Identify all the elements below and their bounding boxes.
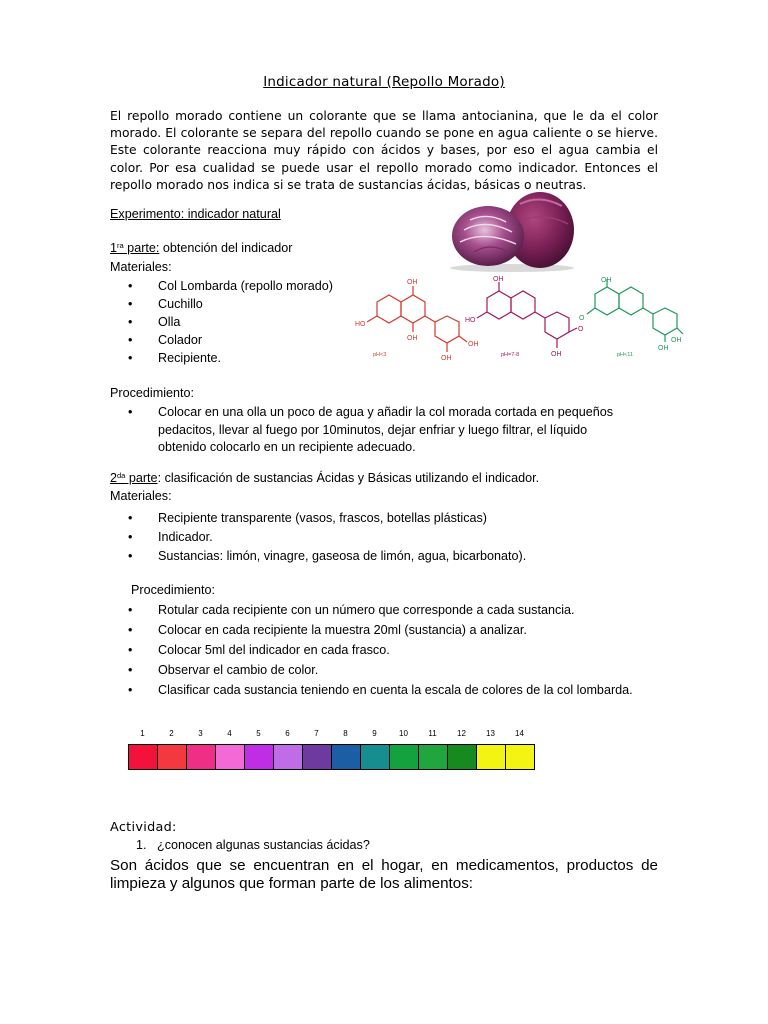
label-oh: OH	[468, 341, 479, 348]
procedure-line: Colocar en una olla un poco de agua y añadir la col morada cortada en pequeños	[158, 405, 614, 419]
part2-materials-label: Materiales:	[110, 489, 172, 503]
list-item: • Colador	[128, 333, 203, 347]
ph-label: 8	[343, 729, 348, 738]
ph-cell-3	[187, 745, 216, 769]
ph-cell-8	[332, 745, 361, 769]
ph-cell-5	[245, 745, 274, 769]
label-oh: OH	[493, 276, 504, 283]
label-oh: OH	[441, 355, 452, 362]
label-oh: OH	[407, 279, 418, 286]
ph-label: 11	[428, 729, 437, 738]
label-o: O	[579, 315, 585, 322]
intro-paragraph: El repollo morado contiene un colorante que se llama antocianina, que le da el color morado. El colorante se separa del repollo cuando se pone en agua caliente o se hierve. Este colorante reacciona muy rápido con ácidos y bases, por eso el agua cambia el color. Por esa cualidad se puede usar el repollo morado como indicador. Entonces el repollo morado nos indica si se trata de sustancias ácidas, básicas o neutras.	[110, 109, 658, 192]
list-item: • Sustancias: limón, vinagre, gaseosa de limón, agua, bicarbonato).	[128, 549, 527, 563]
list-item: • Cuchillo	[128, 297, 203, 311]
list-item: • Recipiente transparente (vasos, frascos, botellas plásticas)	[128, 511, 487, 525]
label-ph-neutral: pH=7-8	[501, 352, 520, 358]
ph-cell-11	[419, 745, 448, 769]
list-item: • Indicador.	[128, 530, 213, 544]
list-item: • Olla	[128, 315, 181, 329]
ph-label: 12	[457, 729, 466, 738]
label-oh: OH	[551, 351, 562, 358]
ph-label: 1	[140, 729, 145, 738]
label-oh: OH	[671, 337, 682, 344]
experiment-heading: Experimento: indicador natural	[110, 207, 281, 221]
label-ph-acid: pH<3	[373, 352, 387, 358]
ph-cell-9	[361, 745, 390, 769]
ph-label: 5	[256, 729, 261, 738]
list-item: • Clasificar cada sustancia teniendo en cuenta la escala de colores de la col lombarda.	[128, 683, 633, 697]
part1-materials-list	[128, 277, 333, 367]
question-number: 1.	[136, 838, 147, 852]
part1-heading: $1^{ra}$ parte: obtención del indicador	[110, 241, 293, 255]
ph-cell-14	[506, 745, 535, 769]
anthocyanin-structures-diagram	[355, 276, 685, 364]
label-oh: OH	[601, 277, 612, 284]
part2-heading: $2^{da}$ parte: clasificación de sustancias Ácidas y Básicas utilizando el indicador.	[110, 471, 540, 485]
ph-cell-12	[448, 745, 477, 769]
ph-cell-10	[390, 745, 419, 769]
activity-heading: Actividad:	[110, 820, 177, 835]
molecule-acidic	[367, 286, 467, 352]
part2-materials-list	[128, 509, 526, 566]
ph-cell-7	[303, 745, 332, 769]
ph-label: 4	[227, 729, 232, 738]
ph-cell-1	[129, 745, 158, 769]
ph-cell-13	[477, 745, 506, 769]
label-oh: OH	[658, 345, 669, 352]
activity-answer: Son ácidos que se encuentran en el hogar, en medicamentos, productos de limpieza y algunos que forman parte de los alimentos:	[110, 857, 658, 892]
procedure-line: pedacitos, llevar al fuego por 10minutos, dejar enfriar y luego filtrar, el líquido	[158, 423, 588, 437]
part2-procedure-list	[128, 601, 633, 701]
ph-label: 3	[198, 729, 203, 738]
ph-label: 7	[314, 729, 319, 738]
list-item: • Rotular cada recipiente con un número que corresponde a cada sustancia.	[128, 603, 575, 617]
procedure-line: obtenido colocarlo en un recipiente adecuado.	[158, 440, 416, 454]
activity-question: ¿conocen algunas sustancias ácidas?	[157, 838, 370, 852]
list-item: • Recipiente.	[128, 351, 222, 365]
label-ho: HO	[355, 321, 366, 328]
ph-cell-2	[158, 745, 187, 769]
part1-materials-label: Materiales:	[110, 260, 172, 274]
label-o: O	[578, 326, 584, 333]
document-title: Indicador natural (Repollo Morado)	[263, 74, 505, 90]
molecule-basic	[587, 279, 683, 342]
red-cabbage-image	[444, 190, 580, 272]
label-oh: OH	[407, 335, 418, 342]
ph-label: 2	[169, 729, 174, 738]
ph-label: 6	[285, 729, 290, 738]
list-item: • Colocar en cada recipiente la muestra 20ml (sustancia) a analizar.	[128, 623, 527, 637]
molecule-neutral	[477, 282, 577, 348]
ph-label: 13	[486, 729, 495, 738]
part2-procedure-label: Procedimiento:	[131, 583, 215, 597]
ph-label: 9	[372, 729, 377, 738]
ph-label: 10	[399, 729, 408, 738]
list-item: • Colocar 5ml del indicador en cada frasco.	[128, 643, 390, 657]
ph-scale-bar	[128, 744, 535, 770]
list-item: • Col Lombarda (repollo morado)	[128, 279, 333, 293]
label-ph-basic: pH<11	[617, 352, 633, 358]
ph-label: 14	[515, 729, 524, 738]
list-item: • Observar el cambio de color.	[128, 663, 319, 677]
bullet: •	[128, 405, 133, 419]
part1-procedure-label: Procedimiento:	[110, 386, 194, 400]
ph-cell-4	[216, 745, 245, 769]
ph-cell-6	[274, 745, 303, 769]
label-ho: HO	[465, 317, 476, 324]
